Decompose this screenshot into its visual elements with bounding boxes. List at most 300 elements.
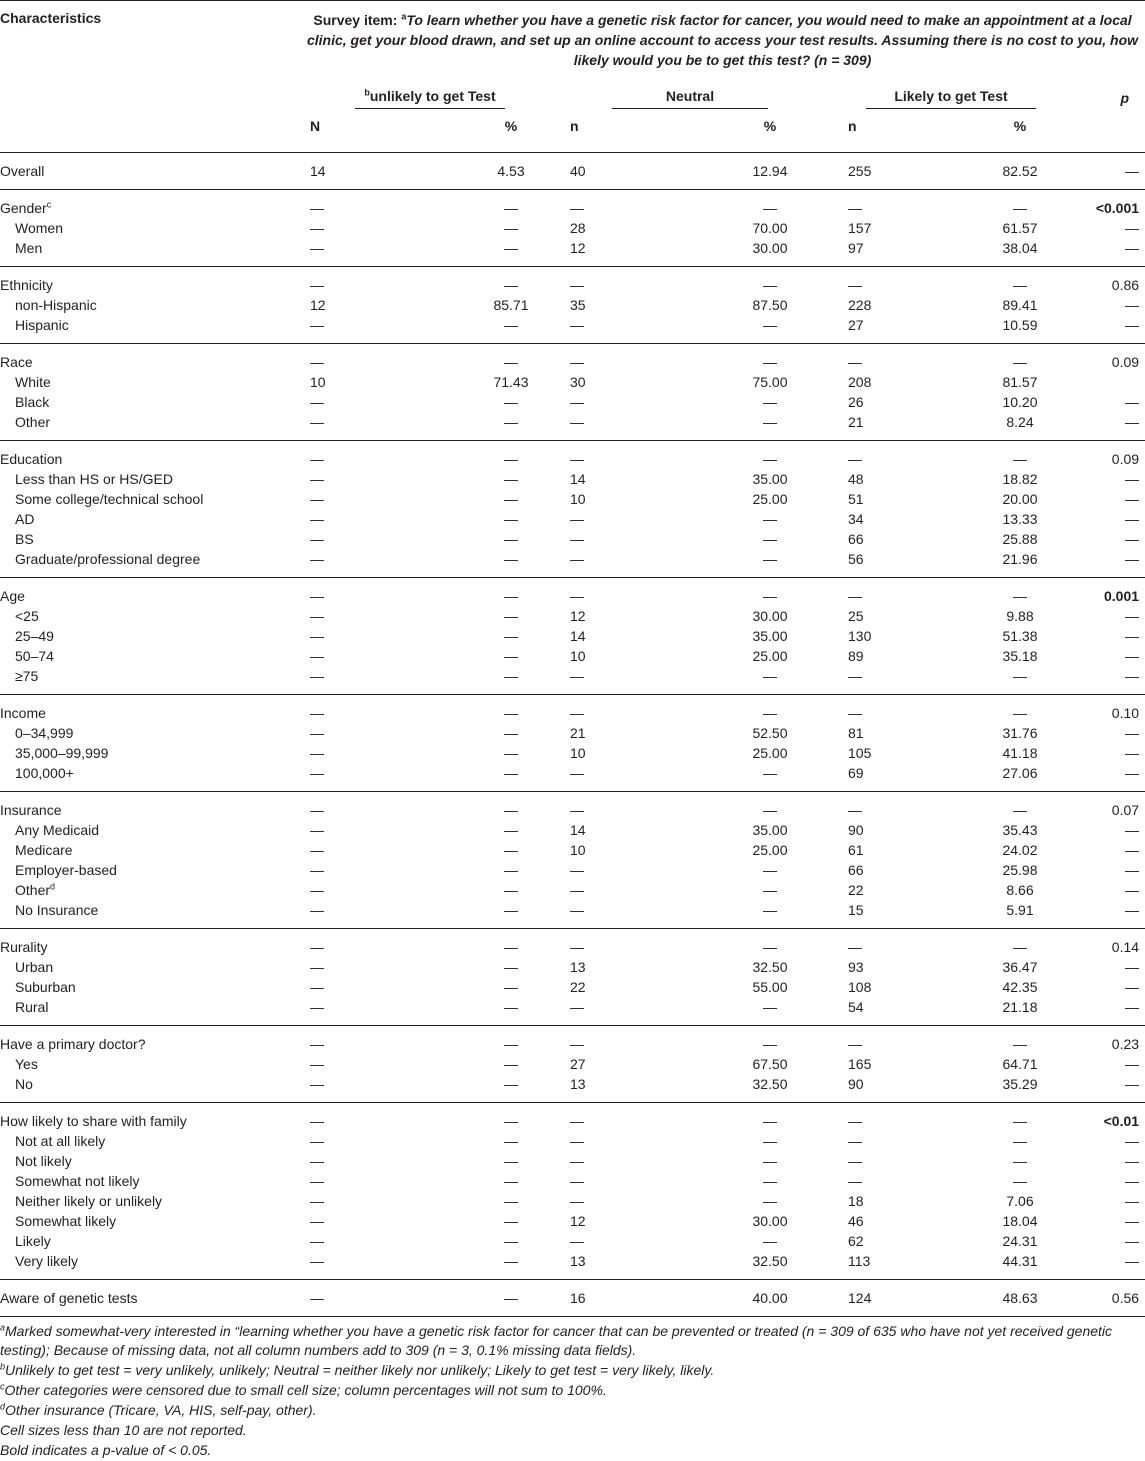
cell-p-value: <0.001	[1095, 200, 1140, 216]
cell-likely-pct: 31.76	[1002, 725, 1038, 741]
cell-neutral-pct: —	[763, 862, 777, 878]
cell-unlikely-pct: —	[504, 959, 518, 975]
row-label: Age	[0, 588, 25, 604]
cell-p-value: —	[1125, 1153, 1140, 1169]
cell-p-value: —	[1082, 412, 1145, 441]
cell-unlikely-n: —	[310, 1153, 324, 1169]
cell-unlikely-n: —	[310, 394, 324, 410]
cell-unlikely-pct: —	[504, 1056, 518, 1072]
row-label: No	[0, 1074, 300, 1103]
row-label: Other$^d$	[15, 881, 56, 898]
cell-unlikely-pct: —	[504, 979, 518, 995]
row-label: Black	[15, 394, 50, 410]
row-label: 0–34,999	[15, 725, 74, 741]
cell-unlikely-pct: —	[504, 648, 518, 664]
table-row	[0, 441, 1145, 470]
row-label: 100,000+	[0, 763, 300, 792]
cell-likely-pct: 42.35	[1002, 979, 1038, 995]
cell-likely-pct: 21.96	[930, 549, 1082, 578]
cell-p-value: —	[1125, 648, 1140, 664]
cell-likely-n: —	[820, 666, 930, 695]
cell-unlikely-pct: —	[504, 628, 518, 644]
cell-likely-pct: 24.31	[1002, 1233, 1038, 1249]
cell-neutral-n: —	[570, 1193, 584, 1209]
cell-unlikely-n: —	[300, 900, 402, 929]
cell-neutral-n: —	[570, 1133, 584, 1149]
cell-neutral-pct: —	[763, 200, 777, 216]
cell-unlikely-n: —	[310, 705, 324, 721]
cell-likely-pct: 24.02	[1002, 842, 1038, 858]
cell-neutral-pct: 75.00	[752, 374, 788, 390]
cell-unlikely-n: —	[310, 354, 324, 370]
cell-p-value: 0.56	[1082, 1280, 1145, 1317]
table-row	[0, 1074, 1145, 1103]
cell-likely-pct: —	[1013, 705, 1027, 721]
cell-likely-pct: 89.41	[1002, 297, 1038, 313]
cell-unlikely-pct: —	[402, 1074, 560, 1103]
cell-unlikely-pct: —	[504, 725, 518, 741]
table-row	[0, 1191, 1145, 1211]
cell-neutral-n: —	[570, 531, 584, 547]
cell-unlikely-pct: —	[402, 238, 560, 267]
row-label: Women	[15, 220, 63, 236]
cell-likely-n: 21	[820, 412, 930, 441]
table-row	[0, 392, 1145, 412]
cell-p-value: —	[1082, 997, 1145, 1026]
cell-neutral-pct: —	[763, 1173, 777, 1189]
cell-likely-pct: 44.31	[930, 1251, 1082, 1280]
cell-likely-pct: —	[1013, 451, 1027, 467]
cell-p-value: —	[1125, 1056, 1140, 1072]
row-label: Men	[0, 238, 300, 267]
cell-neutral-pct: 25.00	[752, 745, 788, 761]
cell-unlikely-pct: —	[504, 220, 518, 236]
cell-neutral-pct: —	[763, 882, 777, 898]
cell-neutral-n: 12	[570, 1213, 586, 1229]
table-row	[0, 1054, 1145, 1074]
cell-likely-pct: 8.66	[1006, 882, 1034, 898]
table-row	[0, 469, 1145, 489]
cell-neutral-n: —	[560, 763, 670, 792]
row-label: White	[15, 374, 51, 390]
cell-unlikely-n: —	[310, 608, 324, 624]
cell-likely-pct: 25.88	[1002, 531, 1038, 547]
table-row	[0, 218, 1145, 238]
cell-unlikely-pct: —	[504, 842, 518, 858]
table-row	[0, 1211, 1145, 1231]
cell-likely-pct: 9.88	[1006, 608, 1034, 624]
cell-neutral-pct: —	[763, 705, 777, 721]
cell-neutral-pct: 32.50	[670, 1251, 820, 1280]
cell-likely-n: —	[848, 1173, 862, 1189]
cell-neutral-pct: 35.00	[752, 822, 788, 838]
table-row	[0, 267, 1145, 296]
cell-unlikely-pct: —	[504, 802, 518, 818]
cell-neutral-n: —	[570, 1233, 584, 1249]
cell-p-value: —	[1125, 628, 1140, 644]
cell-likely-pct: —	[1013, 1153, 1027, 1169]
cell-unlikely-pct: —	[504, 451, 518, 467]
cell-unlikely-n: —	[310, 802, 324, 818]
row-label: 50–74	[15, 648, 54, 664]
table-row	[0, 900, 1145, 929]
cell-likely-pct: —	[1013, 802, 1027, 818]
cell-likely-pct: —	[1013, 1113, 1027, 1129]
cell-neutral-pct: —	[670, 315, 820, 344]
table-row	[0, 820, 1145, 840]
cell-likely-pct: 64.71	[1002, 1056, 1038, 1072]
cell-p-value: —	[1125, 1133, 1140, 1149]
footnote: Bold indicates a p-value of < 0.05.	[0, 1442, 212, 1458]
table-row	[0, 695, 1145, 724]
row-label: Any Medicaid	[15, 822, 100, 838]
cell-neutral-pct: —	[763, 1133, 777, 1149]
cell-unlikely-pct: —	[504, 588, 518, 604]
cell-unlikely-pct: —	[504, 705, 518, 721]
cell-neutral-pct: —	[763, 531, 777, 547]
cell-likely-n: 46	[848, 1213, 864, 1229]
cell-p-value: —	[1125, 842, 1140, 858]
cell-neutral-n: —	[570, 802, 584, 818]
cell-neutral-n: 13	[570, 959, 586, 975]
cell-p-value: —	[1125, 822, 1140, 838]
sub-header-pct: %	[670, 110, 820, 153]
cell-neutral-n: —	[570, 1153, 584, 1169]
footnote: $^d$Other insurance (Tricare, VA, HIS, self-pay, other).	[0, 1401, 317, 1418]
cell-unlikely-n: —	[300, 238, 402, 267]
cell-p-value: 0.07	[1111, 802, 1140, 818]
footnote: $^a$Marked somewhat-very interested in “learning whether you have a genetic risk factor for cancer that can be prevented or treated (n = 309 of 635 who have not yet received genetic testing); Because of missing data, not all column numbers add to 309 (n = 3, 0.1% missing data fields).	[0, 1322, 1113, 1358]
cell-likely-pct: —	[1013, 1133, 1027, 1149]
cell-unlikely-pct: —	[504, 882, 518, 898]
cell-p-value: —	[1125, 882, 1140, 898]
p-value-header: p	[1120, 90, 1130, 106]
cell-neutral-n: —	[560, 997, 670, 1026]
cell-likely-n: —	[848, 939, 862, 955]
cell-unlikely-n: —	[310, 822, 324, 838]
row-label: Income	[0, 705, 46, 721]
table-row	[0, 529, 1145, 549]
cell-neutral-pct: —	[763, 588, 777, 604]
cell-likely-pct: 13.33	[1002, 511, 1038, 527]
cell-unlikely-n: 12	[310, 297, 326, 313]
cell-neutral-n: —	[560, 315, 670, 344]
table-row	[0, 1131, 1145, 1151]
cell-unlikely-pct: —	[504, 471, 518, 487]
cell-neutral-n: 10	[570, 842, 586, 858]
cell-likely-n: —	[848, 200, 862, 216]
table-row	[0, 153, 1145, 190]
cell-unlikely-n: —	[300, 549, 402, 578]
cell-p-value: —	[1125, 531, 1140, 547]
cell-likely-pct: —	[1013, 200, 1027, 216]
cell-neutral-pct: —	[670, 997, 820, 1026]
cell-neutral-pct: 25.00	[752, 842, 788, 858]
cell-neutral-n: 27	[570, 1056, 586, 1072]
cell-neutral-n: —	[570, 882, 584, 898]
cell-p-value: —	[1125, 979, 1140, 995]
cell-neutral-n: 14	[570, 822, 586, 838]
cell-unlikely-pct: —	[402, 900, 560, 929]
cell-neutral-n: 10	[570, 648, 586, 664]
sub-header-pct: %	[930, 110, 1082, 153]
cell-neutral-pct: —	[763, 354, 777, 370]
cell-unlikely-pct: —	[402, 997, 560, 1026]
sub-header-pct: %	[402, 110, 560, 153]
cell-neutral-pct: 25.00	[752, 491, 788, 507]
survey-sup: a	[401, 11, 407, 22]
cell-unlikely-pct: —	[504, 1153, 518, 1169]
cell-p-value: —	[1125, 471, 1140, 487]
cell-likely-n: —	[848, 802, 862, 818]
cell-neutral-pct: —	[670, 666, 820, 695]
cell-unlikely-n: —	[310, 745, 324, 761]
cell-likely-n: 26	[848, 394, 864, 410]
cell-unlikely-n: —	[310, 451, 324, 467]
cell-neutral-n: —	[570, 451, 584, 467]
cell-unlikely-n: —	[310, 1056, 324, 1072]
footnote: $^c$Other categories were censored due to small cell size; column percentages will not sum to 100%.	[0, 1381, 607, 1398]
cell-likely-pct: 51.38	[1002, 628, 1038, 644]
cell-neutral-n: 28	[570, 220, 586, 236]
cell-likely-n: —	[848, 354, 862, 370]
cell-neutral-pct: 67.50	[752, 1056, 788, 1072]
cell-neutral-n: 30	[570, 374, 586, 390]
cell-likely-pct: 7.06	[1006, 1193, 1034, 1209]
cell-likely-n: 22	[848, 882, 864, 898]
cell-likely-n: —	[848, 451, 862, 467]
cell-unlikely-pct: —	[504, 862, 518, 878]
cell-neutral-pct: 30.00	[670, 238, 820, 267]
cell-likely-pct: 18.82	[1002, 471, 1038, 487]
table-row	[0, 997, 1145, 1026]
cell-p-value: —	[1082, 153, 1145, 190]
cell-unlikely-pct: —	[504, 1113, 518, 1129]
row-label: 35,000–99,999	[15, 745, 109, 761]
cell-neutral-pct: —	[763, 1036, 777, 1052]
cell-neutral-pct: —	[670, 900, 820, 929]
row-label: Some college/technical school	[15, 491, 204, 507]
cell-neutral-pct: 35.00	[752, 471, 788, 487]
row-label: Very likely	[0, 1251, 300, 1280]
cell-likely-pct: 41.18	[1002, 745, 1038, 761]
cell-neutral-n: —	[570, 354, 584, 370]
cell-neutral-pct: 87.50	[752, 297, 788, 313]
cell-neutral-n: —	[560, 549, 670, 578]
cell-likely-n: 130	[848, 628, 872, 644]
cell-neutral-pct: 52.50	[752, 725, 788, 741]
cell-p-value: —	[1082, 900, 1145, 929]
survey-item-header	[300, 1, 1145, 87]
cell-neutral-pct: 70.00	[752, 220, 788, 236]
row-label: Not at all likely	[15, 1133, 106, 1149]
table-body	[0, 153, 1145, 1317]
cell-unlikely-pct: —	[402, 763, 560, 792]
cell-unlikely-pct: —	[504, 531, 518, 547]
cell-likely-pct: —	[1013, 354, 1027, 370]
cell-likely-pct: 27.06	[930, 763, 1082, 792]
table-row	[0, 1171, 1145, 1191]
cell-p-value: 0.09	[1111, 451, 1140, 467]
survey-label: Survey item:	[313, 12, 402, 28]
row-label: Somewhat likely	[15, 1213, 117, 1229]
table-row	[0, 957, 1145, 977]
row-label: No Insurance	[0, 900, 300, 929]
cell-unlikely-pct: —	[504, 745, 518, 761]
cell-unlikely-n: —	[300, 315, 402, 344]
cell-neutral-pct: 55.00	[752, 979, 788, 995]
table-row	[0, 880, 1145, 900]
row-label: Rurality	[0, 939, 48, 955]
cell-likely-pct: 18.04	[1002, 1213, 1038, 1229]
cell-likely-pct: 81.57	[1002, 374, 1038, 390]
cell-unlikely-n: —	[310, 531, 324, 547]
cell-unlikely-n: —	[310, 979, 324, 995]
row-label: Neither likely or unlikely	[15, 1193, 163, 1209]
cell-unlikely-n: 10	[310, 374, 326, 390]
table-row	[0, 238, 1145, 267]
cell-neutral-pct: —	[763, 1233, 777, 1249]
cell-neutral-n: 14	[570, 471, 586, 487]
row-label: Less than HS or HS/GED	[15, 471, 173, 487]
cell-neutral-pct: —	[763, 1193, 777, 1209]
cell-likely-pct: 8.24	[930, 412, 1082, 441]
cell-unlikely-n: —	[310, 628, 324, 644]
cell-likely-n: 61	[848, 842, 864, 858]
cell-p-value: —	[1125, 220, 1140, 236]
cell-unlikely-n: —	[300, 997, 402, 1026]
table-row	[0, 1231, 1145, 1251]
row-label: Gender$^c$	[0, 199, 52, 216]
row-label: Medicare	[15, 842, 73, 858]
cell-p-value: 0.09	[1111, 354, 1140, 370]
cell-likely-n: 165	[848, 1056, 872, 1072]
row-label: Likely	[15, 1233, 51, 1249]
cell-likely-pct: 25.98	[1002, 862, 1038, 878]
cell-likely-n: 89	[848, 648, 864, 664]
cell-neutral-pct: 40.00	[670, 1280, 820, 1317]
sub-header-n: n	[820, 110, 930, 153]
cell-p-value: —	[1082, 238, 1145, 267]
table-row	[0, 840, 1145, 860]
cell-likely-pct: 82.52	[930, 153, 1082, 190]
row-label: Urban	[15, 959, 54, 975]
cell-unlikely-pct: —	[504, 1133, 518, 1149]
cell-neutral-pct: —	[763, 394, 777, 410]
cell-likely-n: 105	[848, 745, 872, 761]
cell-likely-n: 124	[820, 1280, 930, 1317]
cell-neutral-n: —	[570, 939, 584, 955]
row-label: Overall	[0, 153, 300, 190]
row-label: Other	[0, 412, 300, 441]
cell-unlikely-n: —	[310, 200, 324, 216]
cell-likely-n: —	[848, 1113, 862, 1129]
cell-p-value: —	[1082, 549, 1145, 578]
table-row	[0, 1251, 1145, 1280]
table-row	[0, 489, 1145, 509]
cell-p-value: 0.86	[1111, 277, 1140, 293]
cell-unlikely-pct: —	[504, 394, 518, 410]
table-row	[0, 295, 1145, 315]
group-likely: Likely to get Test	[820, 86, 1082, 110]
row-label: Ethnicity	[0, 277, 53, 293]
cell-unlikely-pct: —	[402, 549, 560, 578]
cell-unlikely-n: —	[310, 277, 324, 293]
cell-neutral-n: 40	[560, 153, 670, 190]
cell-likely-n: 25	[848, 608, 864, 624]
row-label: non-Hispanic	[15, 297, 97, 313]
cell-likely-pct: 35.29	[930, 1074, 1082, 1103]
characteristics-header: Characteristics	[0, 10, 102, 26]
cell-unlikely-pct: —	[504, 1173, 518, 1189]
table-row	[0, 646, 1145, 666]
table-row	[0, 578, 1145, 607]
row-label: Not likely	[15, 1153, 72, 1169]
cell-unlikely-pct: —	[504, 277, 518, 293]
cell-p-value: —	[1082, 315, 1145, 344]
table-row	[0, 743, 1145, 763]
cell-neutral-pct: —	[763, 1113, 777, 1129]
table-row	[0, 315, 1145, 344]
cell-likely-pct: 5.91	[930, 900, 1082, 929]
row-label: Hispanic	[0, 315, 300, 344]
cell-unlikely-n: —	[300, 412, 402, 441]
cell-unlikely-n: —	[300, 763, 402, 792]
cell-unlikely-n: 14	[300, 153, 402, 190]
footnote: Cell sizes less than 10 are not reported.	[0, 1422, 247, 1438]
cell-likely-n: 90	[820, 1074, 930, 1103]
table-row	[0, 1103, 1145, 1132]
cell-likely-pct: —	[1013, 1036, 1027, 1052]
row-label: Graduate/professional degree	[0, 549, 300, 578]
row-label: AD	[15, 511, 35, 527]
cell-unlikely-n: —	[310, 939, 324, 955]
cell-unlikely-n: —	[300, 666, 402, 695]
cell-likely-pct: —	[1013, 277, 1027, 293]
cell-likely-pct: 61.57	[1002, 220, 1038, 236]
cell-neutral-pct: 35.00	[752, 628, 788, 644]
cell-unlikely-pct: —	[504, 200, 518, 216]
cell-neutral-n: 14	[570, 628, 586, 644]
row-label: Aware of genetic tests	[0, 1280, 300, 1317]
cell-unlikely-n: —	[310, 1213, 324, 1229]
cell-unlikely-n: —	[300, 1074, 402, 1103]
row-label: <25	[15, 608, 39, 624]
cell-unlikely-pct: —	[504, 491, 518, 507]
cell-likely-n: 208	[848, 374, 872, 390]
cell-neutral-n: 12	[560, 238, 670, 267]
cell-neutral-pct: —	[670, 549, 820, 578]
cell-unlikely-pct: —	[402, 1251, 560, 1280]
cell-likely-n: 93	[848, 959, 864, 975]
cell-neutral-n: 13	[560, 1251, 670, 1280]
cell-likely-n: 66	[848, 531, 864, 547]
table-row	[0, 1026, 1145, 1055]
row-label: Suburban	[15, 979, 76, 995]
cell-unlikely-n: —	[310, 491, 324, 507]
cell-unlikely-pct: —	[402, 315, 560, 344]
cell-unlikely-pct: 85.71	[493, 297, 529, 313]
cell-p-value: —	[1125, 862, 1140, 878]
cell-neutral-n: 21	[570, 725, 586, 741]
cell-p-value: —	[1125, 297, 1140, 313]
row-label: How likely to share with family	[0, 1113, 187, 1129]
cell-neutral-pct: 25.00	[752, 648, 788, 664]
row-label: Employer-based	[15, 862, 117, 878]
cell-unlikely-n: —	[310, 842, 324, 858]
cell-likely-n: 157	[848, 220, 872, 236]
cell-neutral-n: —	[570, 277, 584, 293]
